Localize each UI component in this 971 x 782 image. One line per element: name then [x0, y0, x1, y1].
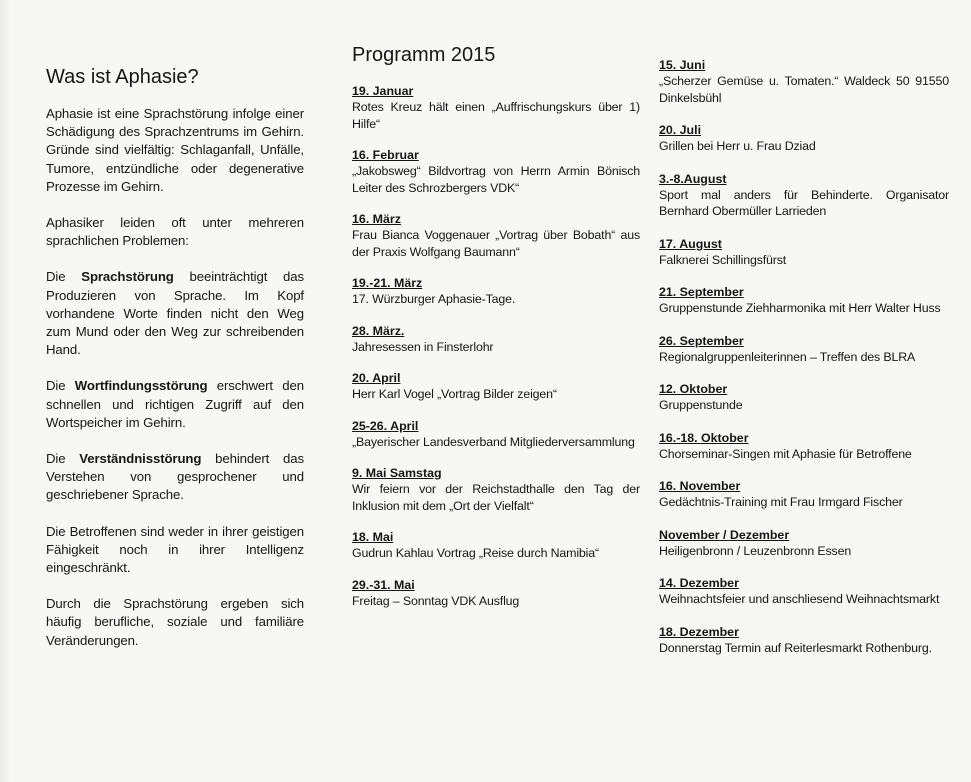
- event-description: Herr Karl Vogel „Vortrag Bilder zeigen“: [352, 387, 557, 401]
- event-description: Regionalgruppenleiterinnen – Treffen des BLRA: [659, 349, 916, 364]
- event-description: Wir feiern vor der Reichstadthalle den Tag der Inklusion mit dem „Ort der Vielfalt“: [352, 482, 640, 513]
- event-item: [352, 466, 640, 514]
- event-date: 16. Februar: [352, 148, 419, 162]
- term-text: beeinträchtigt das Produzieren von Sprache. Im Kopf vorhandene Worte finden nicht den Weg zum Mund oder den Weg zur schreibenden Hand.: [46, 269, 304, 358]
- event-description: Rotes Kreuz hält einen „Auffrischungskurs über 1) Hilfe“: [352, 100, 640, 131]
- aphasia-title: Was ist Aphasie?: [46, 66, 199, 88]
- term-prefix: Die: [46, 378, 75, 394]
- event-item: [352, 84, 640, 132]
- event-date: 16.-18. Oktober: [659, 430, 749, 445]
- event-item: [659, 431, 949, 463]
- term-word-finding: Wortfindungsstörung: [74, 378, 208, 394]
- word-finding-paragraph: [46, 377, 304, 432]
- event-item: [659, 237, 949, 269]
- event-item: [352, 212, 640, 260]
- program-column-2: [659, 58, 949, 673]
- event-description: Grillen bei Herr u. Frau Dziad: [659, 139, 816, 153]
- event-description: Freitag – Sonntag VDK Ausflug: [352, 593, 520, 608]
- event-item: [352, 276, 640, 308]
- event-description: Gudrun Kahlau Vortrag „Reise durch Namibia“: [352, 546, 599, 560]
- event-description: Frau Bianca Voggenauer „Vortrag über Bobath“ aus der Praxis Wolfgang Baumann“: [352, 228, 640, 259]
- event-item: [659, 58, 949, 106]
- event-item: [352, 148, 640, 196]
- event-description: „Jakobsweg“ Bildvortrag von Herrn Armin Bönisch Leiter des Schrozbergers VDK“: [352, 164, 640, 195]
- event-description: Heiligenbronn / Leuzenbronn Essen: [659, 543, 852, 558]
- aphasia-info-column: [46, 66, 304, 668]
- term-prefix: Die: [46, 269, 82, 285]
- speech-disorder-paragraph: [46, 268, 304, 359]
- term-text: behindert das Verstehen von gesprochener und geschriebener Sprache.: [46, 451, 304, 503]
- term-comprehension: Verständnisstörung: [79, 451, 202, 467]
- event-date: 20. April: [352, 371, 401, 385]
- intro-paragraph: Aphasie ist eine Sprachstörung infolge einer Schädigung des Sprachzentrums im Gehirn. Gründe sind vielfältig: Schlaganfall, Unfälle, Tumore, entzündliche oder degenerative Prozesse im Gehirn.: [46, 106, 304, 194]
- program-title: Programm 2015: [352, 44, 496, 66]
- event-description: Donnerstag Termin auf Reiterlesmarkt Rothenburg.: [659, 640, 932, 655]
- event-item: [659, 625, 949, 657]
- event-item: [659, 285, 949, 317]
- event-item: [659, 123, 949, 155]
- event-description: Gruppenstunde Ziehharmonika mit Herr Walter Huss: [659, 301, 941, 315]
- event-date: 26. September: [659, 333, 744, 348]
- comprehension-paragraph: [46, 450, 304, 505]
- event-date: 3.-8.August: [659, 171, 727, 186]
- event-item: [352, 530, 640, 562]
- problems-paragraph: Aphasiker leiden oft unter mehreren sprachlichen Problemen:: [46, 215, 304, 249]
- event-date: 16. März: [352, 212, 401, 226]
- event-description: Jahresessen in Finsterlohr: [352, 339, 494, 354]
- term-text: erschwert den schnellen und richtigen Zugriff auf den Wortspeicher im Gehirn.: [46, 378, 304, 430]
- event-item: [659, 479, 949, 511]
- event-description: Gruppenstunde: [659, 398, 743, 412]
- event-item: [352, 419, 640, 451]
- program-column-1: [352, 44, 640, 625]
- event-item: [659, 382, 949, 414]
- event-list-right: [659, 58, 949, 656]
- event-description: Sport mal anders für Behinderte. Organisator Bernhard Obermüller Larrieden: [659, 187, 949, 218]
- event-description: 17. Würzburger Aphasie-Tage.: [352, 292, 516, 306]
- event-date: 21. September: [659, 285, 744, 299]
- event-date: 14. Dezember: [659, 576, 739, 590]
- event-item: [659, 528, 949, 560]
- event-description: Falknerei Schillingsfürst: [659, 252, 787, 267]
- event-date: 9. Mai Samstag: [352, 466, 442, 480]
- event-item: [352, 371, 640, 403]
- consequences-paragraph: Durch die Sprachstörung ergeben sich häufig berufliche, soziale und familiäre Veränderungen.: [46, 596, 304, 648]
- event-date: 12. Oktober: [659, 382, 728, 396]
- event-date: 20. Juli: [659, 123, 702, 137]
- event-date: 15. Juni: [659, 58, 706, 72]
- event-item: [352, 578, 640, 610]
- event-date: 16. November: [659, 479, 741, 493]
- event-description: „Bayerischer Landesverband Mitgliederversammlung: [352, 434, 635, 449]
- event-date: 19.-21. März: [352, 276, 423, 290]
- event-date: 17. August: [659, 236, 722, 251]
- event-date: 25-26. April: [352, 418, 419, 433]
- event-description: Gedächtnis-Training mit Frau Irmgard Fischer: [659, 495, 903, 509]
- affected-paragraph: Die Betroffenen sind weder in ihrer geistigen Fähigkeit noch in ihrer Intelligenz eingeschränkt.: [46, 523, 304, 576]
- event-item: [352, 324, 640, 356]
- term-speech-disorder: Sprachstörung: [81, 269, 174, 285]
- event-date: November / Dezember: [659, 527, 790, 542]
- event-item: [659, 576, 949, 608]
- event-description: Weihnachtsfeier und anschliesend Weihnachtsmarkt: [659, 592, 940, 606]
- event-date: 18. Dezember: [659, 624, 739, 639]
- event-item: [659, 334, 949, 366]
- event-date: 28. März.: [352, 323, 405, 338]
- event-date: 19. Januar: [352, 84, 414, 98]
- event-date: 18. Mai: [352, 530, 394, 544]
- event-item: [659, 172, 949, 220]
- event-description: Chorseminar-Singen mit Aphasie für Betroffene: [659, 446, 912, 461]
- event-list-mid: [352, 84, 640, 609]
- page-edge: [0, 0, 10, 782]
- term-prefix: Die: [46, 451, 80, 467]
- event-date: 29.-31. Mai: [352, 577, 415, 592]
- event-description: „Scherzer Gemüse u. Tomaten.“ Waldeck 50 91550 Dinkelsbühl: [659, 74, 949, 105]
